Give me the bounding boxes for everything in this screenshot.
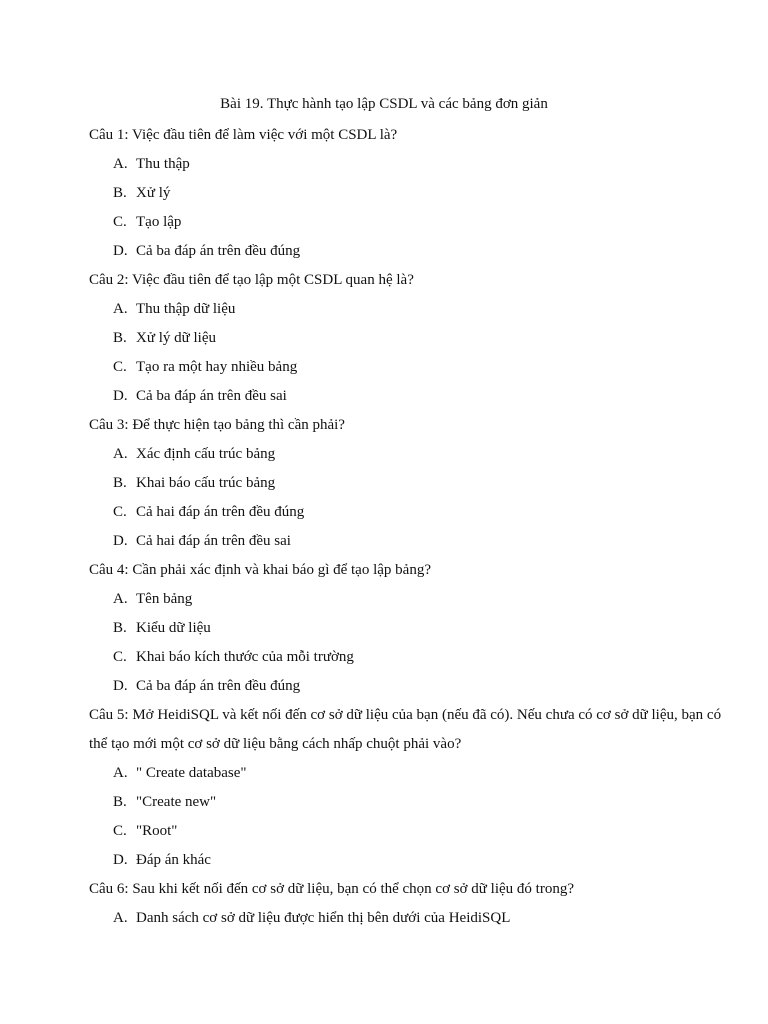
option-letter: C. bbox=[113, 823, 127, 839]
question-4 bbox=[89, 556, 729, 701]
answer-option-b bbox=[89, 614, 729, 643]
answer-option-c bbox=[89, 208, 729, 237]
answer-option-a bbox=[89, 904, 729, 933]
option-text: Xử lý bbox=[136, 185, 171, 201]
question-text: Câu 3: Để thực hiện tạo bảng thì cần phải? bbox=[89, 417, 345, 433]
option-letter: A. bbox=[113, 301, 128, 317]
option-text: Xác định cấu trúc bảng bbox=[136, 446, 276, 462]
option-text: Thu thập dữ liệu bbox=[136, 301, 236, 317]
option-text: Kiểu dữ liệu bbox=[136, 620, 211, 636]
option-text: "Create new" bbox=[136, 794, 217, 810]
answer-option-a bbox=[89, 585, 729, 614]
answer-option-d bbox=[89, 382, 729, 411]
option-letter: A. bbox=[113, 910, 128, 926]
option-letter: B. bbox=[113, 794, 127, 810]
option-letter: C. bbox=[113, 359, 127, 375]
option-letter: D. bbox=[113, 243, 128, 259]
option-text: Xử lý dữ liệu bbox=[136, 330, 217, 346]
option-letter: D. bbox=[113, 533, 128, 549]
option-text: Khai báo kích thước của mỗi trường bbox=[136, 649, 354, 665]
option-letter: A. bbox=[113, 765, 128, 781]
option-letter: B. bbox=[113, 330, 127, 346]
answer-option-b bbox=[89, 788, 729, 817]
answer-option-a bbox=[89, 440, 729, 469]
option-text: Tạo ra một hay nhiều bảng bbox=[136, 359, 298, 375]
answer-option-a bbox=[89, 759, 729, 788]
answer-option-d bbox=[89, 527, 729, 556]
answer-option-c bbox=[89, 817, 729, 846]
question-text: Câu 2: Việc đầu tiên để tạo lập một CSDL quan hệ là? bbox=[89, 272, 414, 288]
answer-options bbox=[89, 759, 729, 875]
option-text: Cả hai đáp án trên đều đúng bbox=[136, 504, 305, 520]
option-letter: C. bbox=[113, 214, 127, 230]
question-text: Câu 1: Việc đầu tiên để làm việc với một CSDL là? bbox=[89, 127, 398, 143]
question-5 bbox=[89, 701, 729, 875]
option-text: Thu thập bbox=[136, 156, 190, 172]
question-text: Câu 4: Cần phải xác định và khai báo gì để tạo lập bảng? bbox=[89, 562, 431, 578]
question-list bbox=[89, 121, 729, 933]
option-letter: A. bbox=[113, 156, 128, 172]
option-text: Cả ba đáp án trên đều đúng bbox=[136, 678, 301, 694]
question-1 bbox=[89, 121, 729, 266]
question-text: Câu 5: Mở HeidiSQL và kết nối đến cơ sở dữ liệu của bạn (nếu đã có). Nếu chưa có cơ sở dữ liệu, bạn có thể tạo mới một cơ sở dữ liệu bằng cách nhấp chuột phải vào? bbox=[89, 707, 722, 752]
option-text: "Root" bbox=[136, 823, 178, 839]
option-text: Cả ba đáp án trên đều sai bbox=[136, 388, 287, 404]
question-text: Câu 6: Sau khi kết nối đến cơ sở dữ liệu, bạn có thể chọn cơ sở dữ liệu đó trong? bbox=[89, 881, 574, 897]
option-letter: B. bbox=[113, 475, 127, 491]
option-letter: D. bbox=[113, 852, 128, 868]
option-letter: B. bbox=[113, 185, 127, 201]
answer-option-a bbox=[89, 295, 729, 324]
option-text: Tạo lập bbox=[136, 214, 182, 230]
option-letter: D. bbox=[113, 678, 128, 694]
answer-options bbox=[89, 585, 729, 701]
answer-option-b bbox=[89, 469, 729, 498]
option-text: Cả ba đáp án trên đều đúng bbox=[136, 243, 301, 259]
option-letter: C. bbox=[113, 649, 127, 665]
answer-option-d bbox=[89, 237, 729, 266]
option-letter: C. bbox=[113, 504, 127, 520]
lesson-title: Bài 19. Thực hành tạo lập CSDL và các bảng đơn giản bbox=[220, 96, 548, 112]
answer-option-b bbox=[89, 179, 729, 208]
answer-option-d bbox=[89, 846, 729, 875]
answer-option-d bbox=[89, 672, 729, 701]
answer-options bbox=[89, 440, 729, 556]
answer-option-c bbox=[89, 498, 729, 527]
answer-options bbox=[89, 295, 729, 411]
answer-options bbox=[89, 150, 729, 266]
question-6 bbox=[89, 875, 729, 933]
option-text: Cả hai đáp án trên đều sai bbox=[136, 533, 291, 549]
question-2 bbox=[89, 266, 729, 411]
option-text: Tên bảng bbox=[136, 591, 193, 607]
question-3 bbox=[89, 411, 729, 556]
option-letter: D. bbox=[113, 388, 128, 404]
option-letter: A. bbox=[113, 446, 128, 462]
option-text: Đáp án khác bbox=[136, 852, 211, 868]
option-text: Danh sách cơ sở dữ liệu được hiển thị bên dưới của HeidiSQL bbox=[136, 910, 511, 926]
answer-option-c bbox=[89, 643, 729, 672]
option-text: Khai báo cấu trúc bảng bbox=[136, 475, 276, 491]
answer-options bbox=[89, 904, 729, 933]
option-text: " Create database" bbox=[136, 765, 247, 781]
answer-option-b bbox=[89, 324, 729, 353]
answer-option-a bbox=[89, 150, 729, 179]
option-letter: B. bbox=[113, 620, 127, 636]
answer-option-c bbox=[89, 353, 729, 382]
option-letter: A. bbox=[113, 591, 128, 607]
